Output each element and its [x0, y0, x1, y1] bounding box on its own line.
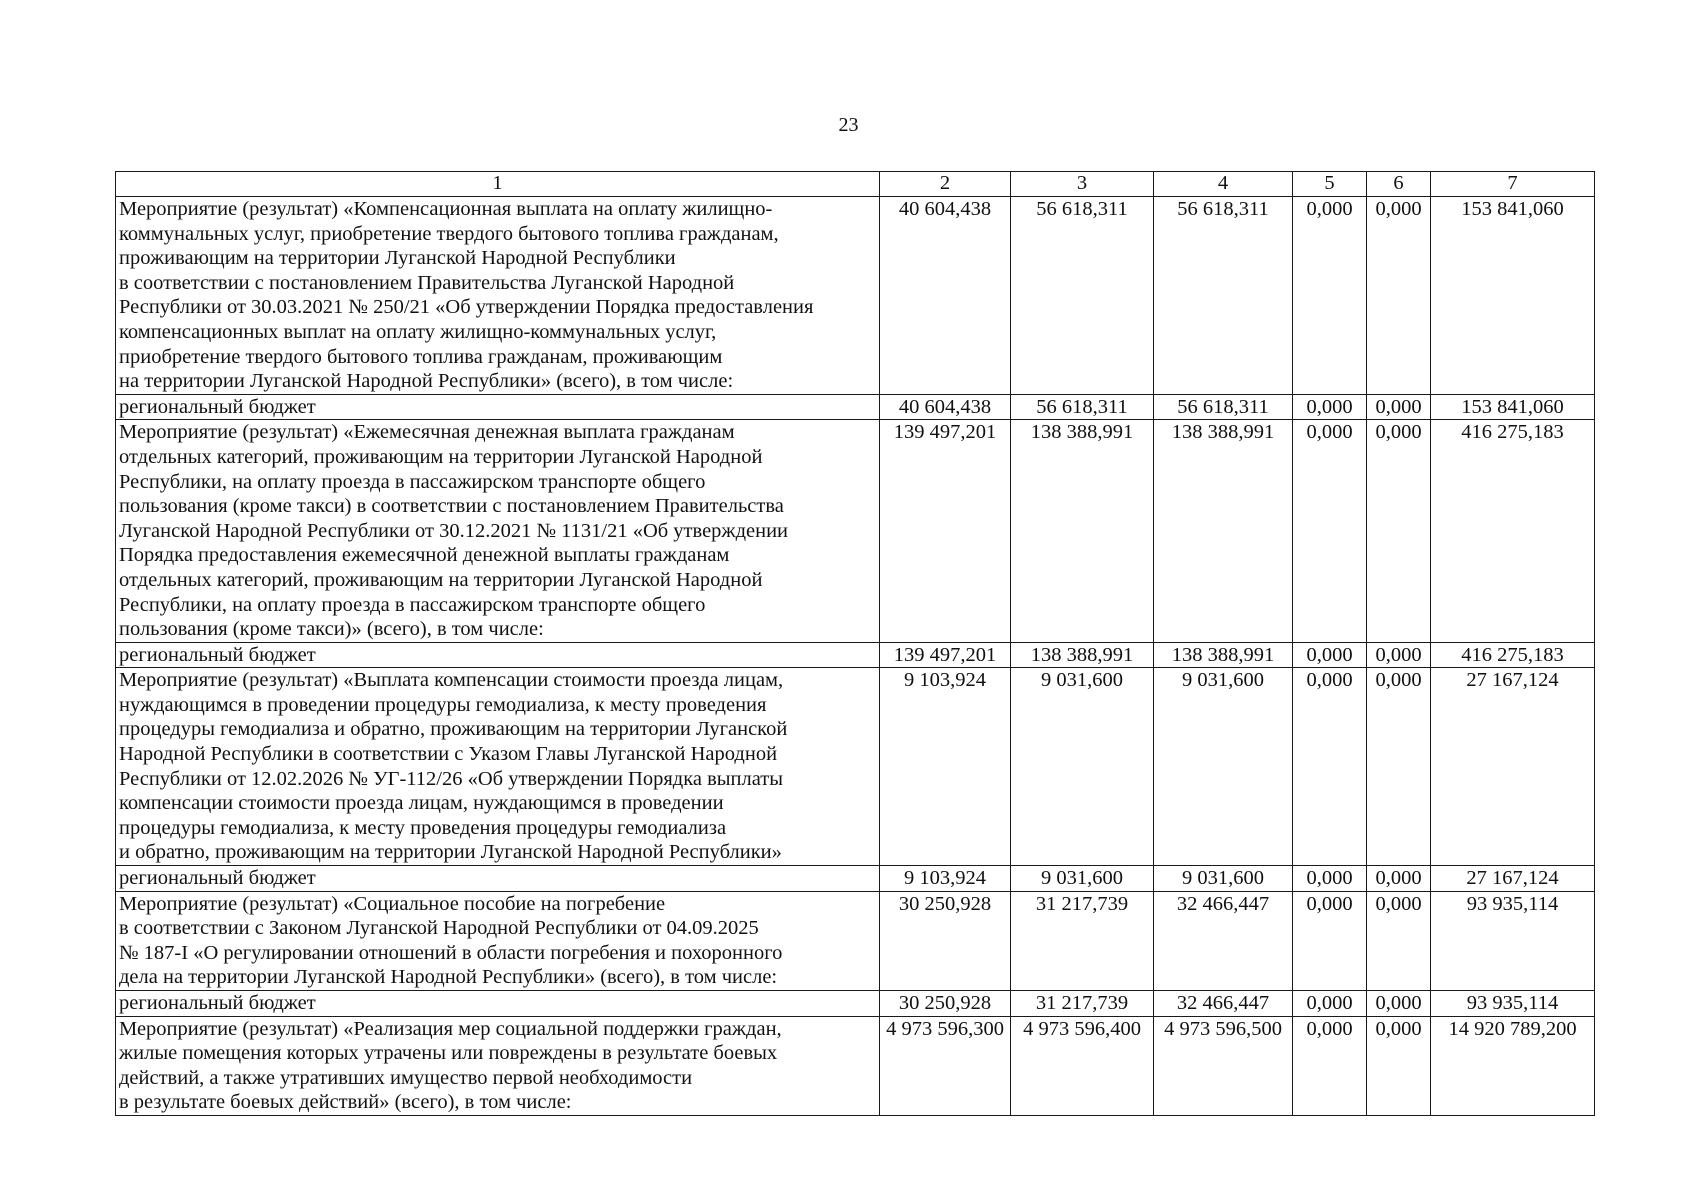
value-cell-col-6: 0,000 — [1367, 866, 1431, 892]
description-line: региональный бюджет — [119, 992, 316, 1014]
description-line: процедуры гемодиализа, к месту проведения процедуры гемодиализа — [119, 816, 727, 839]
value-cell-col-7: 153 841,060 — [1431, 394, 1595, 420]
value-cell-col-3: 31 217,739 — [1011, 991, 1154, 1017]
value-cell-col-2: 30 250,928 — [880, 891, 1011, 990]
value-cell-col-3: 138 388,991 — [1011, 420, 1154, 642]
value-cell-col-6: 0,000 — [1367, 991, 1431, 1017]
value-cell-col-4: 138 388,991 — [1154, 420, 1293, 642]
description-line: отдельных категорий, проживающим на территории Луганской Народной — [119, 445, 763, 468]
table-row — [116, 420, 1595, 642]
value-cell-col-2: 40 604,438 — [880, 394, 1011, 420]
value-cell-col-4: 4 973 596,500 — [1154, 1016, 1293, 1115]
table-row — [116, 1016, 1595, 1115]
description-line: в соответствии с Законом Луганской Народной Республики от 04.09.2025 — [119, 917, 759, 940]
value-cell-col-2: 9 103,924 — [880, 866, 1011, 892]
column-header-5: 5 — [1293, 172, 1367, 197]
value-cell-col-3: 4 973 596,400 — [1011, 1016, 1154, 1115]
value-cell-col-4: 9 031,600 — [1154, 866, 1293, 892]
row-description — [116, 891, 880, 990]
table-row — [116, 668, 1595, 866]
value-cell-col-3: 138 388,991 — [1011, 642, 1154, 668]
value-cell-col-4: 56 618,311 — [1154, 394, 1293, 420]
description-line: на территории Луганской Народной Республики» (всего), в том числе: — [119, 370, 734, 393]
column-header-2: 2 — [880, 172, 1011, 197]
value-cell-col-3: 9 031,600 — [1011, 866, 1154, 892]
description-line: Республики от 12.02.2026 № УГ-112/26 «Об утверждении Порядка выплаты — [119, 767, 784, 790]
description-line: отдельных категорий, проживающим на территории Луганской Народной — [119, 568, 763, 591]
table-row — [116, 866, 1595, 892]
description-line: Мероприятие (результат) «Выплата компенсации стоимости проезда лицам, — [119, 669, 784, 692]
value-cell-col-7: 14 920 789,200 — [1431, 1016, 1595, 1115]
value-cell-col-6: 0,000 — [1367, 197, 1431, 395]
row-description — [116, 197, 880, 395]
value-cell-col-6: 0,000 — [1367, 668, 1431, 866]
header-row — [116, 172, 1595, 197]
description-line: Республики, на оплату проезда в пассажирском транспорте общего — [119, 470, 706, 493]
column-header-3: 3 — [1011, 172, 1154, 197]
description-line: пользования (кроме такси)» (всего), в том числе: — [119, 618, 544, 641]
value-cell-col-4: 32 466,447 — [1154, 891, 1293, 990]
row-description — [116, 668, 880, 866]
description-line: компенсации стоимости проезда лицам, нуждающимся в проведении — [119, 792, 724, 815]
value-cell-col-4: 56 618,311 — [1154, 197, 1293, 395]
description-line: Мероприятие (результат) «Реализация мер социальной поддержки граждан, — [119, 1017, 782, 1040]
description-line: пользования (кроме такси) в соответствии с постановлением Правительства — [119, 495, 784, 518]
value-cell-col-2: 40 604,438 — [880, 197, 1011, 395]
value-cell-col-4: 32 466,447 — [1154, 991, 1293, 1017]
value-cell-col-3: 9 031,600 — [1011, 668, 1154, 866]
row-description — [116, 642, 880, 668]
description-line: процедуры гемодиализа и обратно, проживающим на территории Луганской — [119, 718, 788, 741]
value-cell-col-5: 0,000 — [1293, 991, 1367, 1017]
value-cell-col-3: 31 217,739 — [1011, 891, 1154, 990]
value-cell-col-2: 9 103,924 — [880, 668, 1011, 866]
value-cell-col-3: 56 618,311 — [1011, 197, 1154, 395]
description-line: дела на территории Луганской Народной Республики» (всего), в том числе: — [119, 966, 778, 989]
value-cell-col-7: 27 167,124 — [1431, 668, 1595, 866]
value-cell-col-7: 153 841,060 — [1431, 197, 1595, 395]
value-cell-col-5: 0,000 — [1293, 668, 1367, 866]
value-cell-col-7: 416 275,183 — [1431, 642, 1595, 668]
description-line: Народной Республики в соответствии с Указом Главы Луганской Народной — [119, 743, 778, 766]
table-body — [116, 197, 1595, 1116]
value-cell-col-5: 0,000 — [1293, 197, 1367, 395]
column-header-4: 4 — [1154, 172, 1293, 197]
value-cell-col-2: 30 250,928 — [880, 991, 1011, 1017]
description-line: Луганской Народной Республики от 30.12.2021 № 1131/21 «Об утверждении — [119, 519, 789, 542]
value-cell-col-2: 4 973 596,300 — [880, 1016, 1011, 1115]
table-row — [116, 394, 1595, 420]
description-line: Республики, на оплату проезда в пассажирском транспорте общего — [119, 593, 706, 616]
value-cell-col-5: 0,000 — [1293, 394, 1367, 420]
description-line: в результате боевых действий» (всего), в том числе: — [119, 1091, 572, 1114]
row-description — [116, 1016, 880, 1115]
column-header-1: 1 — [116, 172, 880, 197]
value-cell-col-7: 27 167,124 — [1431, 866, 1595, 892]
description-line: региональный бюджет — [119, 643, 316, 666]
table-row — [116, 197, 1595, 395]
description-line: Порядка предоставления ежемесячной денежной выплаты гражданам — [119, 544, 730, 567]
value-cell-col-2: 139 497,201 — [880, 642, 1011, 668]
description-line: Республики от 30.03.2021 № 250/21 «Об утверждении Порядка предоставления — [119, 296, 814, 319]
description-line: и обратно, проживающим на территории Луганской Народной Республики» — [119, 841, 782, 864]
value-cell-col-5: 0,000 — [1293, 866, 1367, 892]
value-cell-col-7: 93 935,114 — [1431, 991, 1595, 1017]
row-description — [116, 394, 880, 420]
row-description — [116, 866, 880, 892]
value-cell-col-5: 0,000 — [1293, 420, 1367, 642]
value-cell-col-5: 0,000 — [1293, 1016, 1367, 1115]
column-header-7: 7 — [1431, 172, 1595, 197]
value-cell-col-4: 9 031,600 — [1154, 668, 1293, 866]
budget-table — [115, 171, 1595, 1116]
description-line: Мероприятие (результат) «Компенсационная выплата на оплату жилищно- — [119, 198, 773, 220]
value-cell-col-7: 93 935,114 — [1431, 891, 1595, 990]
description-line: региональный бюджет — [119, 867, 316, 890]
table-row — [116, 991, 1595, 1017]
table-row — [116, 891, 1595, 990]
value-cell-col-6: 0,000 — [1367, 420, 1431, 642]
table-row — [116, 642, 1595, 668]
row-description — [116, 420, 880, 642]
description-line: проживающим на территории Луганской Народной Республики — [119, 247, 676, 270]
value-cell-col-4: 138 388,991 — [1154, 642, 1293, 668]
value-cell-col-5: 0,000 — [1293, 891, 1367, 990]
description-line: Мероприятие (результат) «Ежемесячная денежная выплата гражданам — [119, 421, 735, 444]
value-cell-col-6: 0,000 — [1367, 1016, 1431, 1115]
description-line: коммунальных услуг, приобретение твердого бытового топлива гражданам, — [119, 222, 779, 245]
description-line: действий, а также утративших имущество первой необходимости — [119, 1066, 693, 1089]
value-cell-col-2: 139 497,201 — [880, 420, 1011, 642]
description-line: нуждающимся в проведении процедуры гемодиализа, к месту проведения — [119, 693, 767, 716]
value-cell-col-7: 416 275,183 — [1431, 420, 1595, 642]
page-number: 23 — [838, 114, 859, 136]
value-cell-col-5: 0,000 — [1293, 642, 1367, 668]
value-cell-col-3: 56 618,311 — [1011, 394, 1154, 420]
value-cell-col-6: 0,000 — [1367, 891, 1431, 990]
description-line: компенсационных выплат на оплату жилищно-коммунальных услуг, — [119, 320, 717, 343]
description-line: региональный бюджет — [119, 395, 316, 418]
description-line: Мероприятие (результат) «Социальное пособие на погребение — [119, 892, 666, 915]
row-description — [116, 991, 880, 1017]
value-cell-col-6: 0,000 — [1367, 394, 1431, 420]
column-header-6: 6 — [1367, 172, 1431, 197]
description-line: в соответствии с постановлением Правительства Луганской Народной — [119, 271, 735, 294]
value-cell-col-6: 0,000 — [1367, 642, 1431, 668]
description-line: приобретение твердого бытового топлива гражданам, проживающим — [119, 345, 723, 368]
description-line: жилые помещения которых утрачены или повреждены в результате боевых — [119, 1042, 778, 1065]
description-line: № 187-I «О регулировании отношений в области погребения и похоронного — [119, 941, 783, 964]
